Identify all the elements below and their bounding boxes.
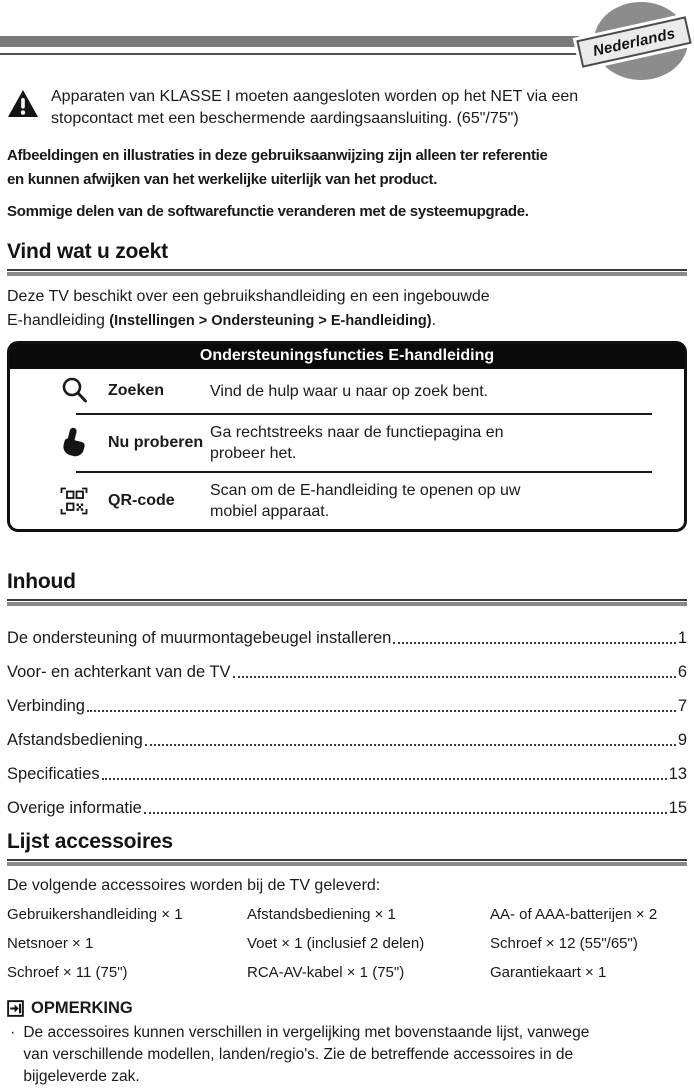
find-intro-line1: Deze TV beschikt over een gebruikshandleiding en een ingebouwde [7, 288, 490, 305]
badge-label: Nederlands [591, 24, 677, 60]
accessory-item: Garantiekaart × 1 [490, 964, 607, 981]
accessory-item: Gebruikershandleiding × 1 [7, 906, 183, 923]
note-section [7, 999, 687, 1088]
support-row-label: Nu proberen [108, 434, 204, 451]
note-bullet: · [10, 1024, 16, 1041]
toc-dot-leader [145, 744, 676, 746]
toc-title: Specificaties [7, 765, 100, 783]
warning-line: stopcontact met een beschermende aardingsaansluiting. (65"/75") [51, 110, 519, 127]
desc-line: probeer het. [210, 445, 297, 462]
desc-line: Scan om de E-handleiding te openen op uw [210, 482, 521, 499]
toc-page-number: 13 [668, 765, 687, 783]
notice-illustrations [7, 144, 687, 192]
class1-warning [7, 86, 687, 130]
toc-page-number: 1 [677, 629, 687, 647]
toc-entry [7, 682, 687, 716]
note-body [7, 1022, 687, 1088]
support-row-description [210, 381, 656, 402]
toc-page-number: 15 [668, 799, 687, 817]
toc-dot-leader [102, 778, 667, 780]
page-content [7, 86, 687, 1088]
accessory-item: Schroef × 12 (55"/65") [490, 935, 638, 952]
accessories-intro: De volgende accessoires worden bij de TV geleverd: [7, 877, 381, 894]
section-heading-accessories: Lijst accessoires [7, 830, 173, 853]
accessory-item: Schroef × 11 (75") [7, 964, 128, 981]
toc-title: Overige informatie [7, 799, 142, 817]
toc-dot-leader [233, 676, 676, 678]
table-of-contents [7, 614, 687, 818]
support-row-description [210, 422, 656, 464]
accessory-item: RCA-AV-kabel × 1 (75") [247, 964, 405, 981]
toc-title: Afstandsbediening [7, 731, 143, 749]
toc-title: De ondersteuning of muurmontagebeugel installeren [7, 629, 392, 647]
accessory-item: Netsnoer × 1 [7, 935, 94, 952]
toc-entry [7, 750, 687, 784]
toc-entry [7, 716, 687, 750]
notice-line: Sommige delen van de softwarefunctie veranderen met de systeemupgrade. [7, 203, 529, 220]
desc-line: Ga rechtstreeks naar de functiepagina en [210, 424, 504, 441]
table-row [10, 473, 684, 529]
section-heading-find: Vind wat u zoekt [7, 240, 168, 263]
warning-triangle-icon [7, 89, 39, 118]
note-line: De accessoires kunnen verschillen in vergelijking met bovenstaande lijst, vanwege [23, 1024, 590, 1041]
accessories-grid [7, 905, 687, 983]
toc-dot-leader [144, 812, 667, 814]
top-line-decoration [0, 53, 579, 55]
accessory-item: Voet × 1 (inclusief 2 delen) [247, 935, 425, 952]
note-arrow-icon [7, 1000, 24, 1017]
heading-rule [7, 599, 687, 606]
find-intro-prefix: E-handleiding [7, 312, 110, 329]
find-intro-line2 [7, 309, 687, 333]
desc-line: Vind de hulp waar u naar op zoek bent. [210, 382, 489, 400]
accessory-item: Afstandsbediening × 1 [247, 906, 396, 923]
accessory-item: AA- of AAA-batterijen × 2 [490, 906, 658, 923]
desc-line: mobiel apparaat. [210, 503, 330, 520]
note-text [23, 1022, 589, 1088]
toc-entry [7, 614, 687, 648]
heading-rule [7, 859, 687, 866]
toc-page-number: 6 [677, 663, 687, 681]
note-title-row [7, 999, 687, 1018]
notice-line: en kunnen afwijken van het werkelijke uiterlijk van het product. [7, 171, 438, 188]
toc-page-number: 7 [677, 697, 687, 715]
notice-line: Afbeeldingen en illustraties in deze gebruiksaanwijzing zijn alleen ter referentie [7, 147, 548, 164]
toc-title: Voor- en achterkant van de TV [7, 663, 231, 681]
support-row-label: QR-code [108, 492, 175, 509]
note-title: OPMERKING [31, 999, 133, 1017]
support-row-description [210, 480, 656, 522]
find-intro-suffix: . [431, 312, 436, 329]
support-row-label: Zoeken [108, 382, 165, 399]
support-functions-table [7, 341, 687, 532]
support-table-header: Ondersteuningsfuncties E-handleiding [10, 344, 684, 369]
note-line: van verschillende modellen, landen/regio's. Zie de betreffende accessoires in de [23, 1046, 574, 1063]
toc-entry [7, 648, 687, 682]
toc-page-number: 9 [677, 731, 687, 749]
toc-entry [7, 784, 687, 818]
warning-line: Apparaten van KLASSE I moeten aangesloten worden op het NET via een [51, 88, 579, 105]
heading-rule [7, 269, 687, 276]
menu-path: (Instellingen > Ondersteuning > E-handleiding) [109, 313, 432, 329]
top-bar-decoration [0, 36, 579, 47]
toc-title: Verbinding [7, 697, 85, 715]
toc-dot-leader [87, 710, 676, 712]
notice-software [7, 200, 687, 224]
warning-text [51, 86, 578, 130]
find-intro [7, 285, 687, 333]
table-row [10, 415, 684, 471]
toc-dot-leader [393, 642, 675, 644]
search-icon [60, 376, 108, 406]
section-heading-contents: Inhoud [7, 570, 76, 593]
language-badge [578, 0, 694, 88]
table-row [10, 369, 684, 413]
note-line: bijgeleverde zak. [23, 1068, 140, 1085]
hand-pointer-icon [60, 428, 108, 458]
qr-code-icon [60, 487, 108, 515]
